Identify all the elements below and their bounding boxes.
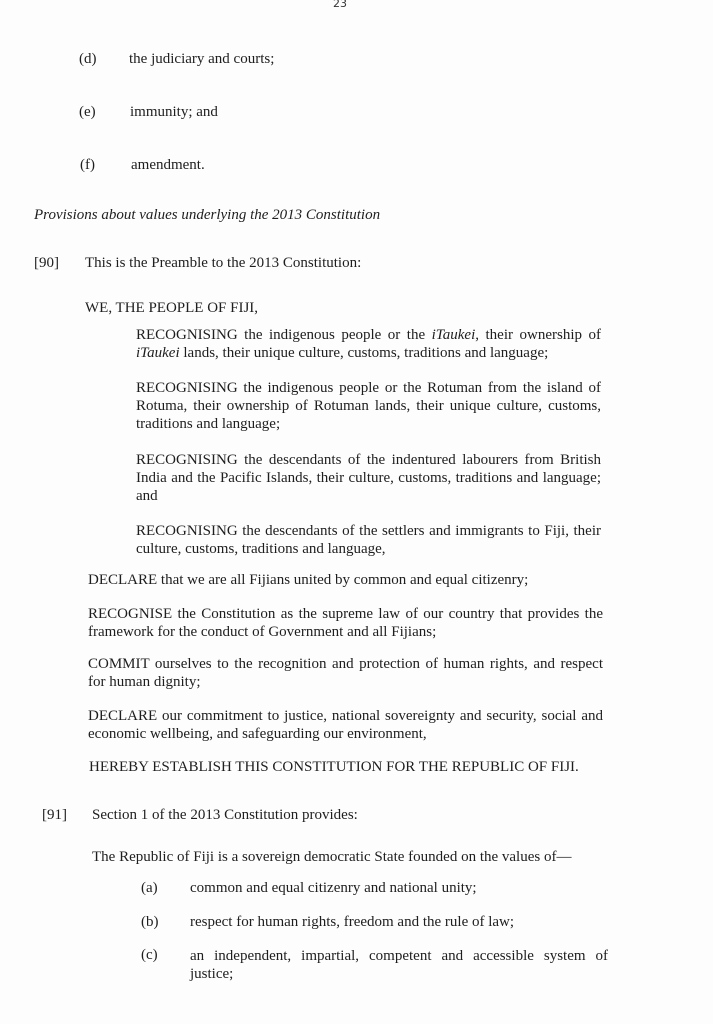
paragraph-number: [91] <box>42 807 67 823</box>
list-item-text: an independent, impartial, competent and accessible system of justice; <box>190 948 608 982</box>
section-heading: Provisions about values underlying the 2013 Constitution <box>34 207 381 223</box>
list-item-label: (f) <box>80 157 95 173</box>
recognising-clause: RECOGNISING the indigenous people or the iTaukei, their ownership of iTaukei lands, their unique culture, customs, traditions and language; <box>136 327 601 361</box>
recognise-clause: RECOGNISE the Constitution as the supreme law of our country that provides the framework for the conduct of Government and all Fijians; <box>88 606 603 640</box>
declare-commitment-clause: DECLARE our commitment to justice, national sovereignty and security, social and economic wellbeing, and safeguarding our environment, <box>88 708 603 742</box>
list-item-label: (a) <box>141 880 158 896</box>
paragraph-text: This is the Preamble to the 2013 Constitution: <box>85 255 362 271</box>
list-item-text: immunity; and <box>130 104 218 120</box>
recognising-clause: RECOGNISING the indigenous people or the Rotuman from the island of Rotuma, their ownership of Rotuman lands, their unique culture, customs, traditions and language; <box>136 380 601 432</box>
paragraph-text: Section 1 of the 2013 Constitution provides: <box>92 807 358 823</box>
section-1-intro: The Republic of Fiji is a sovereign democratic State founded on the values of— <box>92 849 572 865</box>
list-item-text: amendment. <box>131 157 205 173</box>
list-item-label: (c) <box>141 947 158 963</box>
paragraph-number: [90] <box>34 255 59 271</box>
page-number: 23 <box>333 0 347 10</box>
list-item-label: (d) <box>79 51 97 67</box>
list-item-label: (b) <box>141 914 159 930</box>
list-item-text: respect for human rights, freedom and the rule of law; <box>190 914 515 930</box>
recognising-clause: RECOGNISING the descendants of the settlers and immigrants to Fiji, their culture, customs, traditions and language, <box>136 523 601 557</box>
preamble-opening: WE, THE PEOPLE OF FIJI, <box>85 300 259 316</box>
commit-clause: COMMIT ourselves to the recognition and protection of human rights, and respect for human dignity; <box>88 656 603 690</box>
list-item-text: the judiciary and courts; <box>129 51 275 67</box>
declare-clause: DECLARE that we are all Fijians united by common and equal citizenry; <box>88 572 529 588</box>
recognising-clause: RECOGNISING the descendants of the indentured labourers from British India and the Pacific Islands, their culture, customs, traditions and language; and <box>136 452 601 504</box>
list-item-text: common and equal citizenry and national unity; <box>190 880 477 896</box>
establish-clause: HEREBY ESTABLISH THIS CONSTITUTION FOR THE REPUBLIC OF FIJI. <box>89 759 579 775</box>
list-item-label: (e) <box>79 104 96 120</box>
